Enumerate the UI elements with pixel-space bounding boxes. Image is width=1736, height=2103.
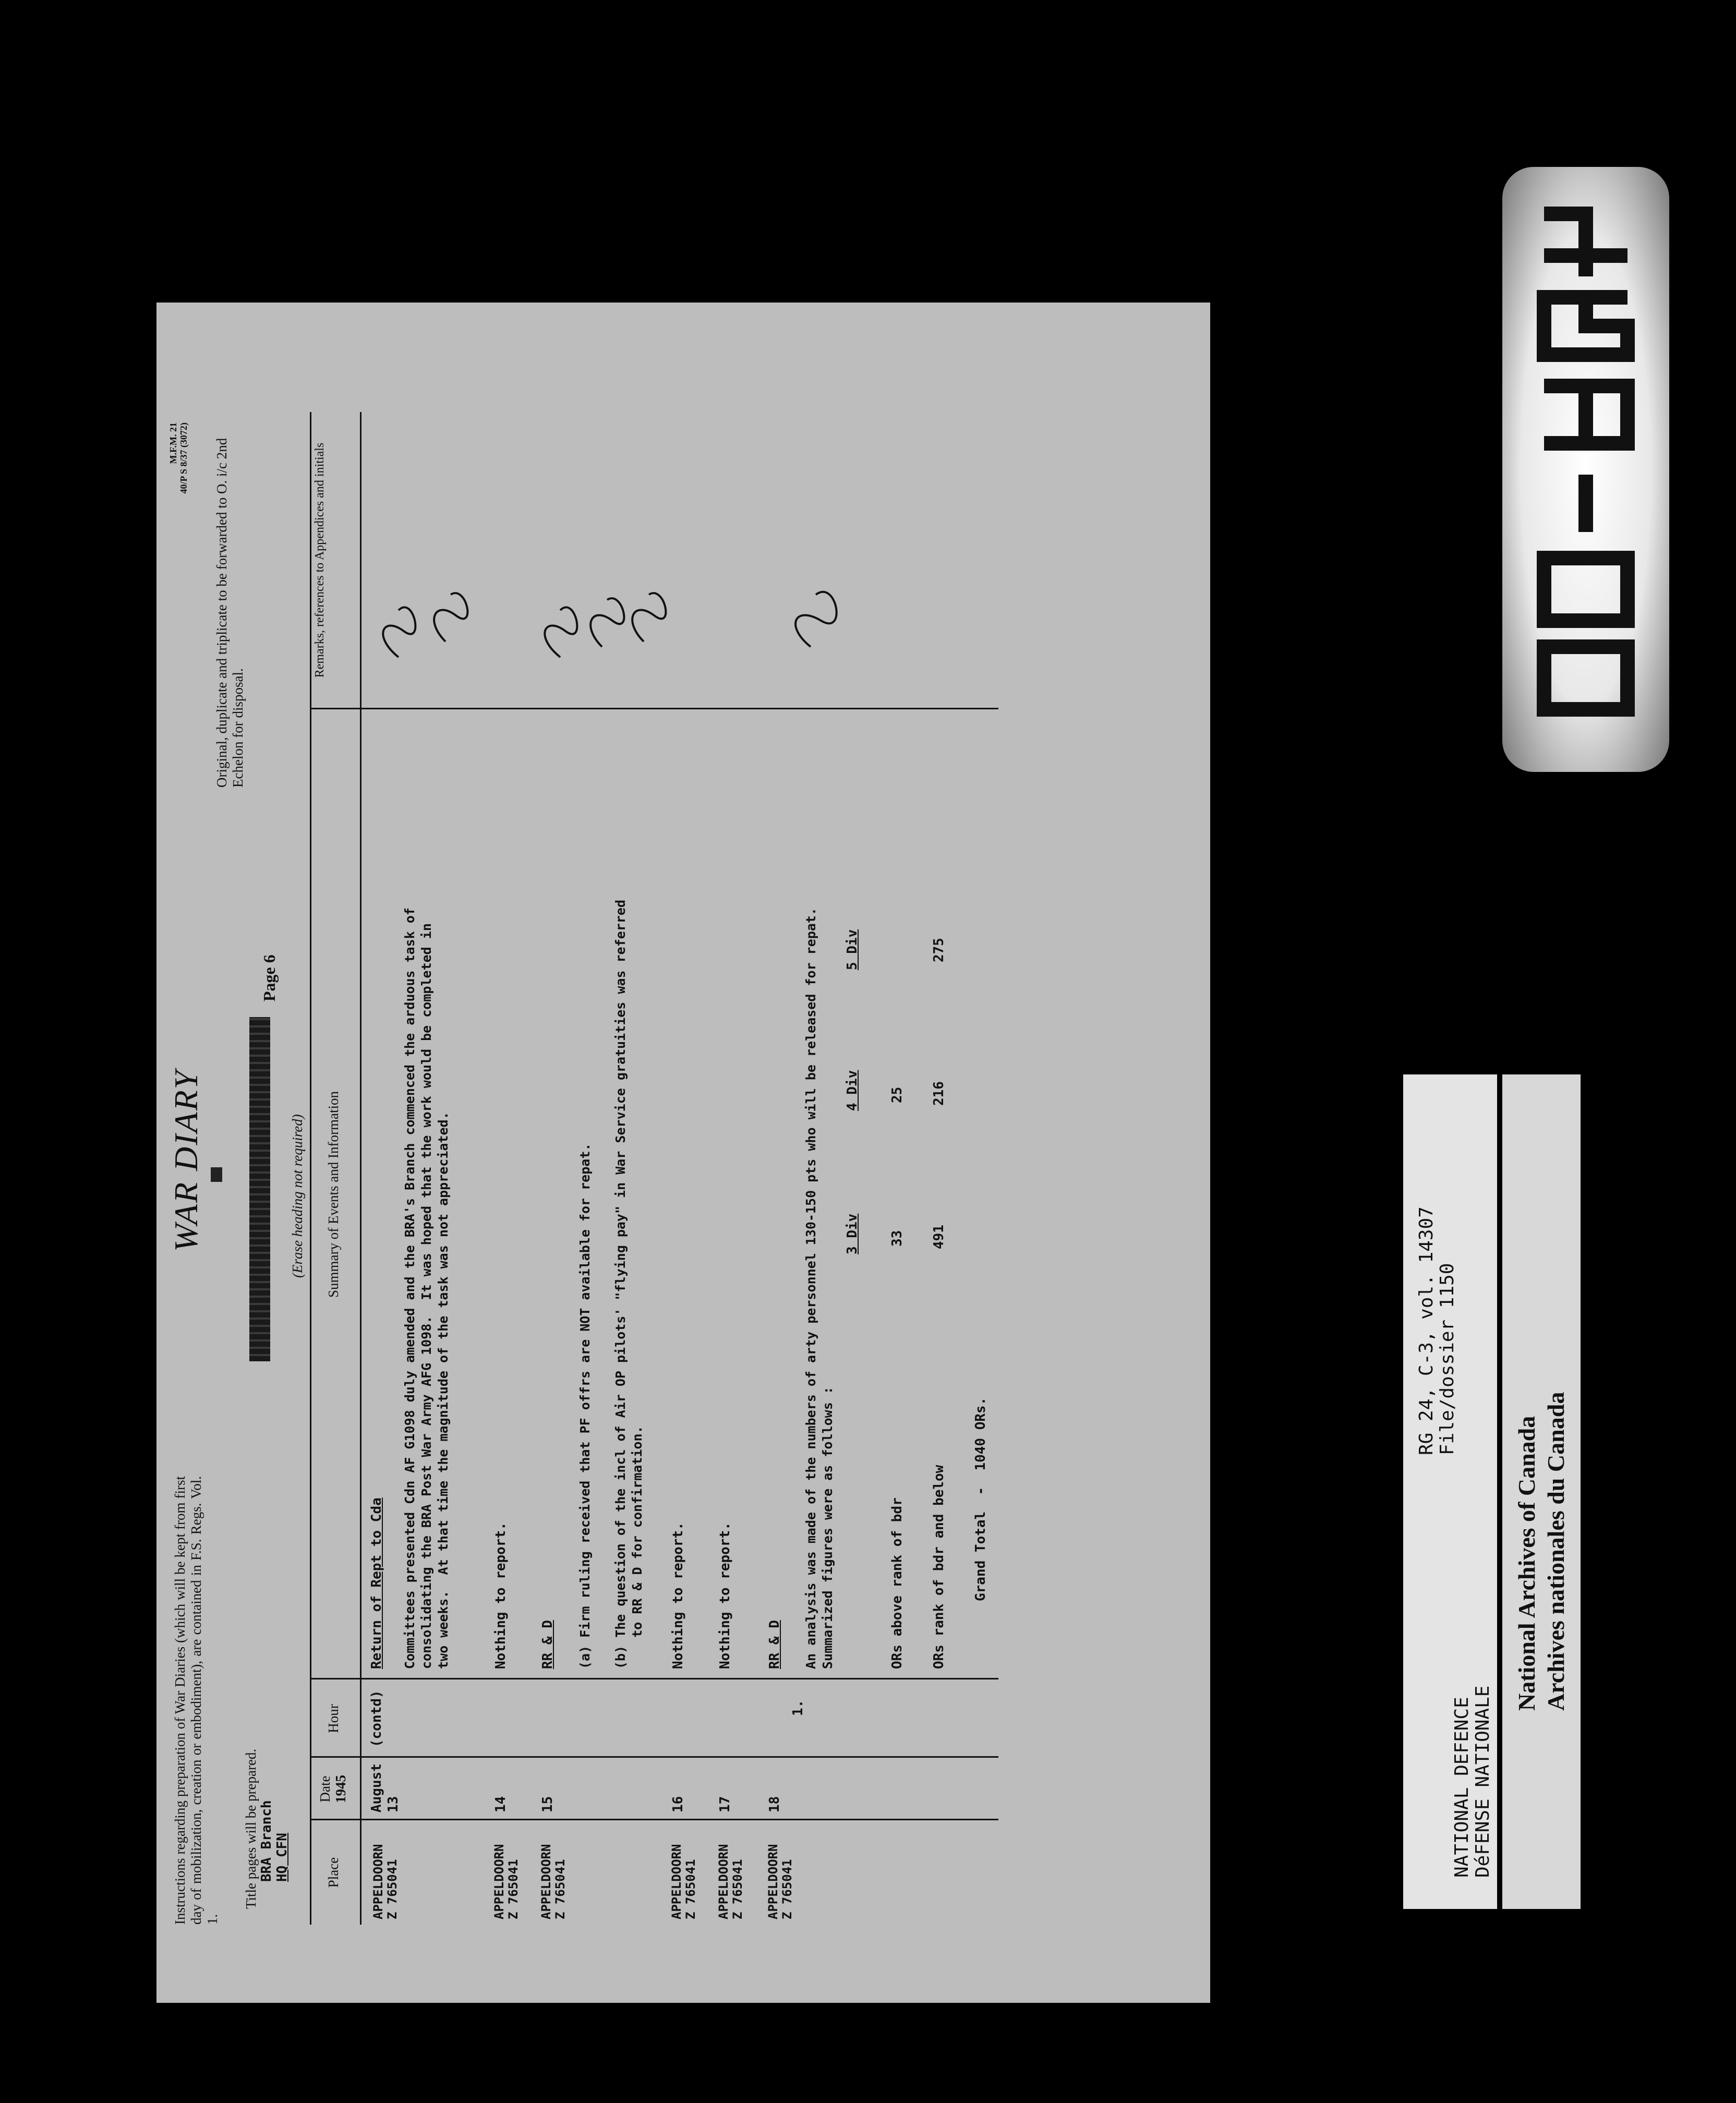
entry-14-date: 14 xyxy=(493,1796,509,1812)
initials-15 xyxy=(534,548,680,673)
col-rule-summary xyxy=(310,708,998,709)
form-code xyxy=(168,422,189,527)
archives-stamp-area xyxy=(1502,1074,1581,1909)
defence-fr: DéFENSE NATIONALE xyxy=(1472,1685,1493,1878)
digit-9 xyxy=(1544,386,1628,443)
defence-stamp-area xyxy=(1403,1074,1497,1909)
redaction-mark xyxy=(211,1167,222,1182)
digit-0-b xyxy=(1544,558,1628,621)
archives-fr: Archives nationales du Canada xyxy=(1542,1392,1569,1711)
instructions-text: Instructions regarding preparation of War Diaries (which will be kept from first day of mobilization, creation or embodiment), are contained in F.S. Regs. Vol. 1. xyxy=(172,1476,220,1925)
header-hour: Hour xyxy=(326,1704,341,1733)
header-place: Place xyxy=(326,1857,341,1888)
col-rule-hour xyxy=(310,1678,998,1679)
analysis-row-1-4div: 25 xyxy=(889,1086,905,1103)
entry-14-body: Nothing to report. xyxy=(493,1522,509,1669)
entry-13-date: August 13 xyxy=(369,1763,401,1812)
analysis-col-4-div: 4 Div xyxy=(845,1070,860,1111)
entry-17-date: 17 xyxy=(717,1796,733,1812)
form-code-line-2: 40/P S 8/37 (3072) xyxy=(178,422,189,494)
entry-16-date: 16 xyxy=(670,1796,686,1812)
reel-number-strip xyxy=(1502,167,1669,772)
analysis-row-1-3div: 33 xyxy=(889,1230,905,1247)
entry-15-date: 15 xyxy=(540,1796,556,1812)
entry-16-place: APPELDOORN Z 765041 xyxy=(669,1844,698,1919)
digit-0-a xyxy=(1544,647,1628,709)
analysis-col-3-div: 3 Div xyxy=(845,1213,860,1254)
col-rule-date xyxy=(310,1756,998,1758)
war-diary-sheet xyxy=(156,303,1210,2003)
header-remarks: Remarks, references to Appendices and initials xyxy=(313,442,327,678)
reel-number-graphic xyxy=(1523,198,1648,741)
redacted-heading xyxy=(249,1017,270,1361)
reel-number-digits xyxy=(1523,198,1648,741)
col-rule-place xyxy=(310,1819,998,1820)
analysis-row-2-5div: 275 xyxy=(931,938,947,962)
entry-17-body: Nothing to report. xyxy=(717,1522,733,1669)
archive-ref-2: File/dossier 1150 xyxy=(1437,1263,1458,1455)
initials-13 xyxy=(367,569,503,673)
header-year: 1945 xyxy=(333,1775,348,1803)
analysis-row-2-4div: 216 xyxy=(931,1081,947,1106)
entry-13-body: Committees presented Cdn AF G1098 duly amended and the BRA's Branch commenced the arduous task of consolidating the BRA Post War Army AFG 1098. It was hoped that the work would be completed in two weeks. At that time the magnitude of the task was not appreciated. xyxy=(402,908,451,1669)
entry-15-place: APPELDOORN Z 765041 xyxy=(539,1844,568,1919)
entry-18-number: 1. xyxy=(790,1699,806,1716)
disposal-note: Original, duplicate and triplicate to be forwarded to O. i/c 2nd Echelon for disposal. xyxy=(214,438,246,788)
analysis-row-2-label: ORs rank of bdr and below xyxy=(931,1465,947,1669)
erase-note: (Erase heading not required) xyxy=(290,1114,305,1278)
analysis-grand-total: Grand Total - 1040 ORs. xyxy=(973,1397,988,1601)
entry-16-body: Nothing to report. xyxy=(670,1522,686,1669)
entry-13-hour: (contd) xyxy=(369,1690,384,1747)
entry-13-place: APPELDOORN Z 765041 xyxy=(371,1844,400,1919)
entry-18-heading: RR & D xyxy=(767,1620,782,1669)
table-top-rule xyxy=(310,709,311,1925)
unit-name: BRA Branch xyxy=(259,1800,274,1882)
header-date: Date xyxy=(317,1775,333,1803)
entry-18-body: An analysis was made of the numbers of arty personnel 130-150 pts who will be released for repat. Summarized figures were as follows : xyxy=(803,908,835,1669)
archives-stamp xyxy=(1502,1074,1581,1909)
unit-hq: HQ CFN xyxy=(274,1833,290,1882)
entry-15-item-a: (a) Firm ruling received that PF offrs are NOT available for repat. xyxy=(577,1143,593,1669)
header-summary: Summary of Events and Information xyxy=(326,1091,341,1298)
entry-14-place: APPELDOORN Z 765041 xyxy=(492,1844,521,1919)
form-code-line-1: M.F.M. 21 xyxy=(168,422,178,464)
analysis-row-2-3div: 491 xyxy=(931,1225,947,1249)
header-rule xyxy=(360,412,361,1925)
entry-15-heading: RR & D xyxy=(540,1620,556,1669)
analysis-row-1-label: ORs above rank of bdr xyxy=(889,1497,905,1669)
analysis-col-5-div: 5 Div xyxy=(845,929,860,970)
archives-en: National Archives of Canada xyxy=(1513,1416,1540,1711)
page-number: Page 6 xyxy=(260,954,279,1001)
digit-4 xyxy=(1544,214,1628,276)
title-pages-note: Title pages will be prepared. xyxy=(243,1748,259,1909)
digit-6 xyxy=(1544,297,1628,355)
page-title: WAR DIARY xyxy=(167,1069,204,1252)
remarks-top-rule xyxy=(310,412,311,709)
defence-en: NATIONAL DEFENCE xyxy=(1451,1697,1473,1878)
defence-stamp xyxy=(1403,1074,1497,1909)
entry-18-place: APPELDOORN Z 765041 xyxy=(766,1844,794,1919)
entry-17-place: APPELDOORN Z 765041 xyxy=(716,1844,745,1919)
entry-15-item-b: (b) The question of the incl of Air OP pilots' "flying pay" in War Service gratuities was referred to RR & D for confirmation. xyxy=(613,899,645,1669)
diary-table xyxy=(310,412,998,1925)
initials-18 xyxy=(779,558,884,662)
entry-13-heading: Return of Rept to Cda xyxy=(369,1497,384,1669)
war-diary-page xyxy=(156,303,1210,2003)
archive-ref-1: RG 24, C-3, vol. 14307 xyxy=(1416,1206,1437,1455)
entry-18-date: 18 xyxy=(767,1796,782,1812)
